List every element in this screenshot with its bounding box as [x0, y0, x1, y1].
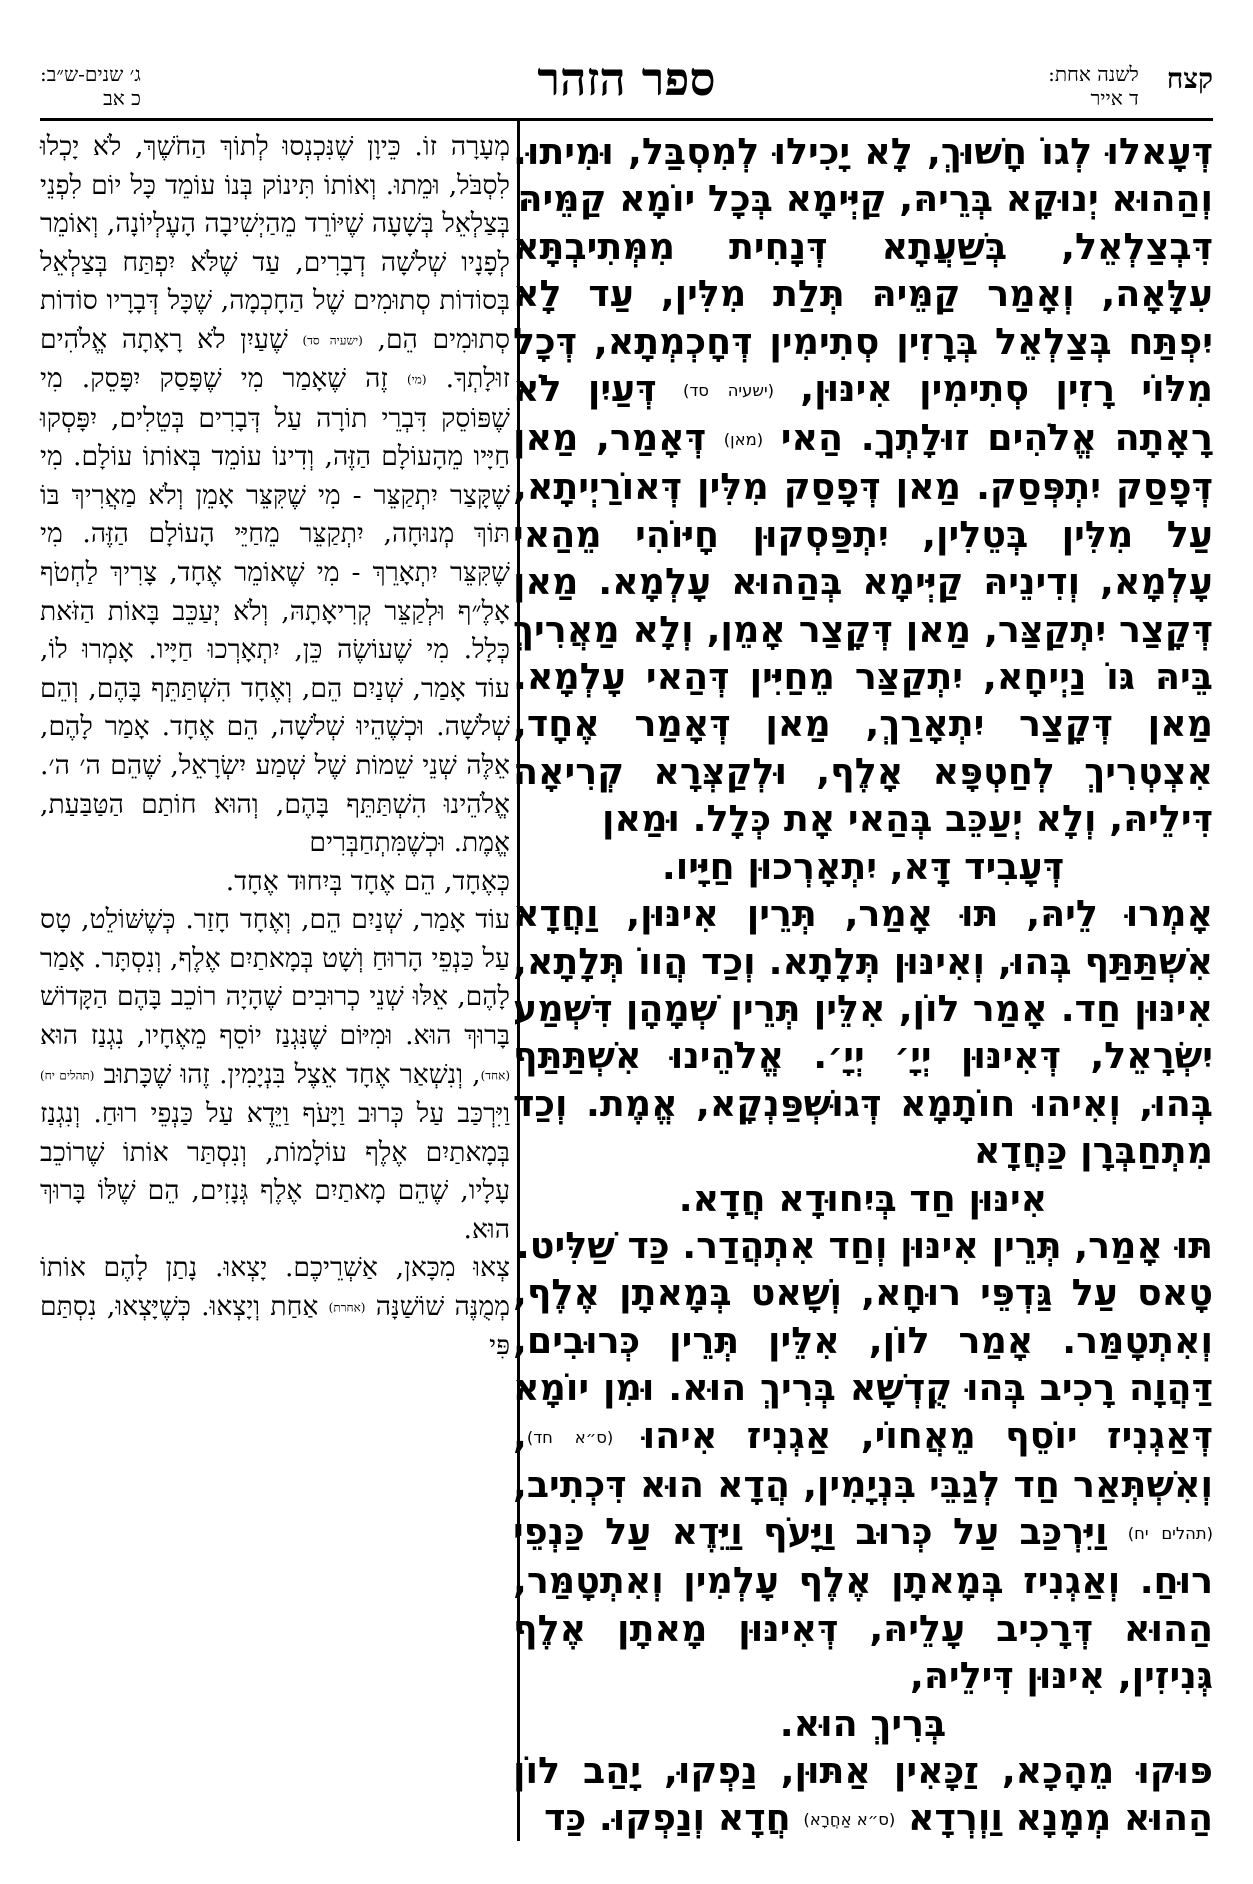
main-text: אִינּוּן חַד בְּיִחוּדָא חֲדָא.	[678, 1176, 1048, 1220]
source-reference: (ס״א חד)	[526, 1427, 614, 1447]
main-text: , וְאִשְׁתְּאַר חַד לְגַבֵּי בִּנְיָמִין, הֲדָא הוּא דִּכְתִיב,	[513, 1413, 1213, 1506]
main-paragraph	[513, 890, 1213, 1174]
schedule-three-years-label: ג׳ שנים-ש״ב:	[40, 62, 141, 86]
source-reference: (ס״א אַחֲרָא)	[803, 1810, 896, 1830]
main-paragraph-end	[513, 1700, 1213, 1747]
main-paragraph	[513, 1269, 1213, 1699]
translation-paragraph	[40, 1249, 510, 1365]
main-paragraph	[513, 1222, 1213, 1269]
main-paragraph-end	[513, 843, 1213, 890]
main-text: אָמְרוּ לֵיהּ, תּוּ אָמַר, תְּרֵין אִינּוּן, וַחֲדָא אִשְׁתַּתַּף	[513, 892, 1214, 983]
main-text: דְּאָמַר, מַאן דְּפָסַק יִתְפְּסַק. מַאן דְּפָסַק מִלִּין דְּאוֹרַיְיתָא, עַל מִלִּין בְּטֵלִין, יִתְפַּסְקוּן חָיּוֹהִי מֵהַאי עָלְמָא, וְדִינֵיהּ קַיְּימָא בְּהַהוּא עָלְמָא. מַאן דְּקָצַר יִתְקַצַּר, מַאן דְּקָצַר אָמֵן, וְלָא מַאֲרִיךְ בֵּיהּ גּוֹ נַיְיחָא, יִתְקַצַּר מֵחַיִּין דְּהַאי עָלְמָא. מַאן דְּקָצַר יִתְאָרַךְ, מַאן דְּאָמַר אֶחָד, אִצְטְרִיךְ לְחַטְפָּא אָלֶף, וּלְקַצְּרָא קְרִיאָה דִּילֵיהּ, וְלָא יְעַכֵּב בְּהַאי אָת כְּלָל. וּמַאן	[513, 416, 1213, 841]
translation-text: עוֹד אָמַר, שְׁנַיִם הֵם, וְאֶחָד חָזַר. כְּשֶׁשּׁוֹלֵט, טָס עַל כַּנְפֵי הָרוּחַ וְשָׁט בְּמָאתַיִם אֶלֶף, וְנִסְתָּר. אָמַר לָהֶם, אֵלּוּ שְׁנֵי כְרוּבִים שֶׁהָיָה רוֹכֵב בָּהֶם הַקָּדוֹשׁ בָּרוּךְ הוּא. וּמִיּוֹם שֶׁנִּגְנַז יוֹסֵף מֵאֶחָיו, נִגְנַז הוּא	[40, 904, 510, 1052]
main-text: דִּבְצַלְאֵל, בְּשַׁעֲתָא דְּנָחִית מִמְּתִיבְתָּא עִלָּאָה, וְאָמַר קַמֵּיהּ תְּלַת מִלִּין, עַד לָא יִפְתַּח בְּצַלְאֵל בְּרָזִין סְתִימִין דְּחָכְמְתָא, דְּכָל מִלּוֹי רָזִין סְתִימִין אִינּוּן,	[513, 224, 1214, 411]
schedule-three-years	[40, 62, 141, 110]
translation-paragraph	[40, 901, 510, 1249]
translation-text: זֶה שֶׁאָמַר מִי שֶׁפָּסַק יִפָּסֵק. מִי שֶׁפּוֹסֵק דִּבְרֵי תוֹרָה עַל דְּבָרִים בְּטֵלִים, יִפָּסְקוּ חַיָּיו מֵהָעוֹלָם הַזֶּה, וְדִינוֹ עוֹמֵד בְּאוֹתוֹ עוֹלָם. מִי שֶׁקָּצַר יִתְקַצֵּר - מִי שֶׁקִּצֵּר אָמֵן וְלֹא מַאֲרִיךְ בּוֹ תּוֹךְ מְנוּחָה, יִתְקַצֵּר מֵחַיֵּי הָעוֹלָם הַזֶּה. מִי שֶׁקִּצֵּר יִתְאָרֵךְ - מִי שֶׁאוֹמֵר אֶחָד, צָרִיךְ לַחְטֹף אָלֶ״ף וּלְקַצֵּר קְרִיאָתָהּ, וְלֹא יְעַכֵּב בָּאוֹת הַזֹּאת כְּלָל. מִי שֶׁעוֹשֶׂה כֵּן, יִתְאָרְכוּ חַיָּיו. אָמְרוּ לוֹ, עוֹד אָמַר, שְׁנַיִם הֵם, וְאֶחָד הִשְׁתַּתֵּף בָּהֶם, וְהֵם שְׁלֹשָׁה. וּכְשֶׁהֵיוּ שְׁלֹשָׁה, הֵם אֶחָד. אָמַר לָהֶם, אֵלֶּה שְׁנֵי שֵׁמוֹת שֶׁל שְׁמַע יִשְׂרָאֵל, שֶׁהֵם ה׳ ה׳. אֱלֹהֵינוּ הִשְׁתַּתֵּף בָּהֶם, וְהוּא חוֹתַם הַטַּבַּעַת, אֱמֶת. וּכְשֶׁמִּתְחַבְּרִים	[40, 363, 510, 859]
page-number: קצח	[1166, 62, 1213, 95]
header-rule	[40, 118, 1213, 121]
main-text: דְּעָבִיד דָּא, יִתְאָרְכוּן חַיָּיו.	[661, 844, 1065, 888]
main-paragraph-end	[513, 1175, 1213, 1222]
main-text: פּוּקוּ מֵהָכָא, זַכָּאִין אַתּוּן, נַפְקוּ, יָהַב לוֹן הַהוּא מְמָנָא וַוְרְדָא	[513, 1749, 1213, 1840]
translation-text: , וְנִשְׁאַר אֶחָד אֵצֶל בִּנְיָמִין. זֶהוּ שֶׁכָּתוּב	[103, 1058, 481, 1090]
page-header	[40, 48, 1213, 118]
aramaic-text-column	[513, 128, 1213, 1844]
main-text: וַיִּרְכַּב עַל כְּרוּב וַיָּעֹף וַיֵּדֶא עַל כַּנְפֵי רוּחַ. וְאַגְנִיז בְּמָאתָן אֶלֶף עָלְמִין וְאִתְטָמַּר, הַהוּא דְּרָכִיב עָלֵיהּ, דְּאִינּוּן מָאתָן אֶלֶף גְּנִיזִין, אִינּוּן דִּילֵיהּ,	[513, 1510, 1213, 1698]
main-text: חֲדָא וְנַפְקוּ. כַּד	[544, 1796, 791, 1840]
source-reference: (ישעיה סד)	[682, 380, 774, 400]
schedule-three-years-date: כ אב	[103, 86, 141, 110]
translation-paragraph	[40, 863, 510, 902]
main-text: טָאס עַל גַּדְפֵּי רוּחָא, וְשָׁאט בְּמָאתָן אֶלֶף, וְאִתְטָמַּר. אָמַר לוֹן, אִלֵּין תְּרֵין כְּרוּבִים, דַּהֲוָה רָכִיב בְּהוּ קֻדְשָׁא בְּרִיךְ הוּא. וּמִן יוֹמָא דְּאַגְנִיז יוֹסֵף מֵאֲחוֹי, אַגְנִיז אִיהוּ	[513, 1271, 1213, 1457]
hebrew-translation-column	[40, 128, 510, 1366]
book-title: ספר הזהר	[537, 52, 716, 106]
translation-text: צְאוּ מִכָּאן, אַשְׁרֵיכֶם. יָצְאוּ. נָתַן לָהֶם אוֹתוֹ מְמֻנֶּה שׁוֹשַׁנָּה	[40, 1252, 510, 1322]
main-text: דְּעָאלוּ לְגוֹ חָשׁוּךְ, לָא יָכִילוּ לְמִסְבַּל, וּמִיתוּ. וְהַהוּא יְנוּקָא בְּרֵיהּ, קַיְּימָא בְּכָל יוֹמָא קַמֵּיהּ	[513, 130, 1213, 221]
main-paragraph	[513, 1747, 1213, 1844]
main-paragraph	[513, 128, 1213, 223]
source-reference: (תהלים יח)	[40, 1068, 95, 1083]
source-reference: (ישעיה סד)	[302, 333, 363, 348]
source-reference: (תהלים יח)	[1127, 1523, 1214, 1543]
translation-text: מְעָרָה זוֹ. כֵּיוָן שֶׁנִּכְנְסוּ לְתוֹךְ הַחֹשֶׁךְ, לֹא יָכְלוּ לִסְבֹּל, וּמֵתוּ. וְאוֹתוֹ תִּינוֹק בְּנוֹ עוֹמֵד כָּל יוֹם לִפְנֵי בְּצַלְאֵל בְּשָׁעָה שֶׁיּוֹרֵד מֵהַיְשִׁיבָה הָעֶלְיוֹנָה, וְאוֹמֵר לְפָנָיו שְׁלֹשָׁה דְבָרִים, עַד שֶׁלֹּא יִפְתַּח בְּצַלְאֵל בְּסוֹדוֹת סְתוּמִים שֶׁל הַחָכְמָה, שֶׁכָּל דְּבָרָיו סוֹדוֹת סְתוּמִים הֵם,	[40, 131, 510, 355]
main-text: בְּהוּ, וְאִינּוּן תְּלָתָא. וְכַד הֲווֹ תְּלָתָא, אִינּוּן חַד. אָמַר לוֹן, אִלֵּין תְּרֵין שְׁמָהָן דִּשְׁמַע יִשְׂרָאֵל, דְּאִינּוּן יְיָ׳ יְיָ׳. אֱלֹהֵינוּ אִשְׁתַּתַּף בְּהוּ, וְאִיהוּ חוֹתָמָא דְּגוּשְׁפַּנְקָא, אֱמֶת. וְכַד מִתְחַבְּרָן כַּחֲדָא	[513, 939, 1213, 1173]
translation-text: וַיִּרְכַּב עַל כְּרוּב וַיָּעֹף וַיֵּדֶא עַל כַּנְפֵי רוּחַ. וְנִגְנַז בְּמָאתַיִם אֶלֶף עוֹלָמוֹת, וְנִסְתַּר אוֹתוֹ שֶׁרוֹכֵב עָלָיו, שֶׁהֵם מָאתַיִם אֶלֶף גְּנָזִים, הֵם שֶׁלּוֹ בָּרוּךְ הוּא.	[40, 1097, 510, 1245]
schedule-one-year-label: לשנה אחת:	[1048, 62, 1139, 86]
main-text: בְּרִיךְ הוּא.	[779, 1701, 947, 1745]
translation-text: שֶׁעַיִן לֹא רָאָתָה אֱלֹהִים זוּלָתְךָ.	[40, 323, 510, 395]
translation-paragraph	[40, 128, 510, 863]
source-reference: (מי)	[406, 372, 427, 387]
main-text: דְּעַיִן לֹא רָאָתָה אֱלֹהִים זוּלָתְךָ. הַאי	[513, 367, 1213, 460]
translation-text: אַחַת וְיָצְאוּ. כְּשֶׁיָּצְאוּ, נִסְתַּם פִּי	[40, 1290, 510, 1362]
source-reference: (אחד)	[480, 1068, 510, 1083]
main-text: תּוּ אָמַר, תְּרֵין אִינּוּן וְחַד אִתְהֲדַר. כַּד שַׁלִּיט.	[515, 1223, 1213, 1267]
source-reference: (מאן)	[723, 430, 764, 450]
schedule-one-year-date: ד אייר	[1090, 86, 1139, 110]
source-reference: (אחרת)	[328, 1300, 366, 1315]
main-paragraph	[513, 223, 1213, 843]
translation-text: כְּאֶחָד, הֵם אֶחָד בְּיִחוּד אֶחָד.	[225, 865, 510, 897]
